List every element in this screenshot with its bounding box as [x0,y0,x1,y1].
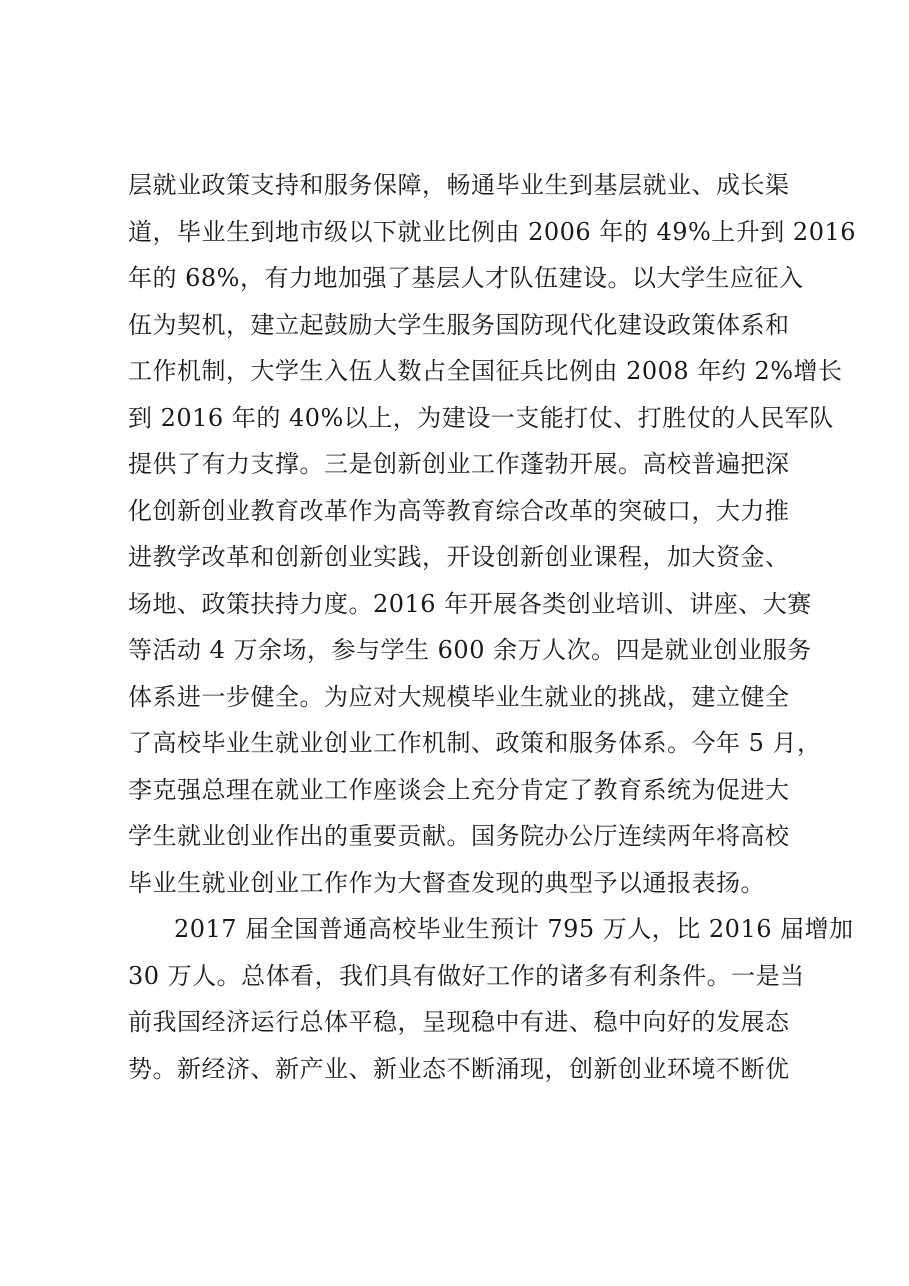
text-line: 2017 届全国普通高校毕业生预计 795 万人，比 2016 届增加 [174,915,854,943]
text-line: 李克强总理在就业工作座谈会上充分肯定了教育系统为促进大 [128,775,790,804]
text-line: 30 万人。总体看，我们具有做好工作的诸多有利条件。一是当 [128,961,805,990]
text-line: 体系进一步健全。为应对大规模毕业生就业的挑战，建立健全 [128,682,790,711]
text-line: 势。新经济、新产业、新业态不断涌现，创新创业环境不断优 [128,1054,790,1083]
text-line: 等活动 4 万余场，参与学生 600 余万人次。四是就业创业服务 [128,636,812,664]
text-line: 毕业生就业创业工作作为大督查发现的典型予以通报表扬。 [128,868,765,897]
paragraph-2 [128,906,854,1092]
text-line: 到 2016 年的 40%以上，为建设一支能打仗、打胜仗的人民军队 [128,403,834,432]
text-line: 学生就业创业作出的重要贡献。国务院办公厅连续两年将高校 [128,822,790,850]
text-line: 伍为契机，建立起鼓励大学生服务国防现代化建设政策体系和 [128,310,790,339]
text-line: 前我国经济运行总体平稳，呈现稳中有进、稳中向好的发展态 [128,1008,790,1036]
text-line: 提供了有力支撑。三是创新创业工作蓬勃开展。高校普遍把深 [128,450,790,478]
paragraph-1 [128,162,857,906]
text-line: 场地、政策扶持力度。2016 年开展各类创业培训、讲座、大赛 [128,589,812,618]
text-line: 年的 68%，有力地加强了基层人才队伍建设。以大学生应征入 [128,264,804,292]
text-line: 层就业政策支持和服务保障，畅通毕业生到基层就业、成长渠 [128,171,790,199]
text-line: 化创新创业教育改革作为高等教育综合改革的突破口，大力推 [128,496,790,525]
text-line: 道，毕业生到地市级以下就业比例由 2006 年的 49%上升到 2016 [128,217,857,246]
text-line: 工作机制，大学生入伍人数占全国征兵比例由 2008 年约 2%增长 [128,357,843,385]
text-line: 了高校毕业生就业创业工作机制、政策和服务体系。今年 5 月， [128,729,822,757]
text-line: 进教学改革和创新创业实践，开设创新创业课程，加大资金、 [128,543,790,571]
body-text [128,162,857,1092]
